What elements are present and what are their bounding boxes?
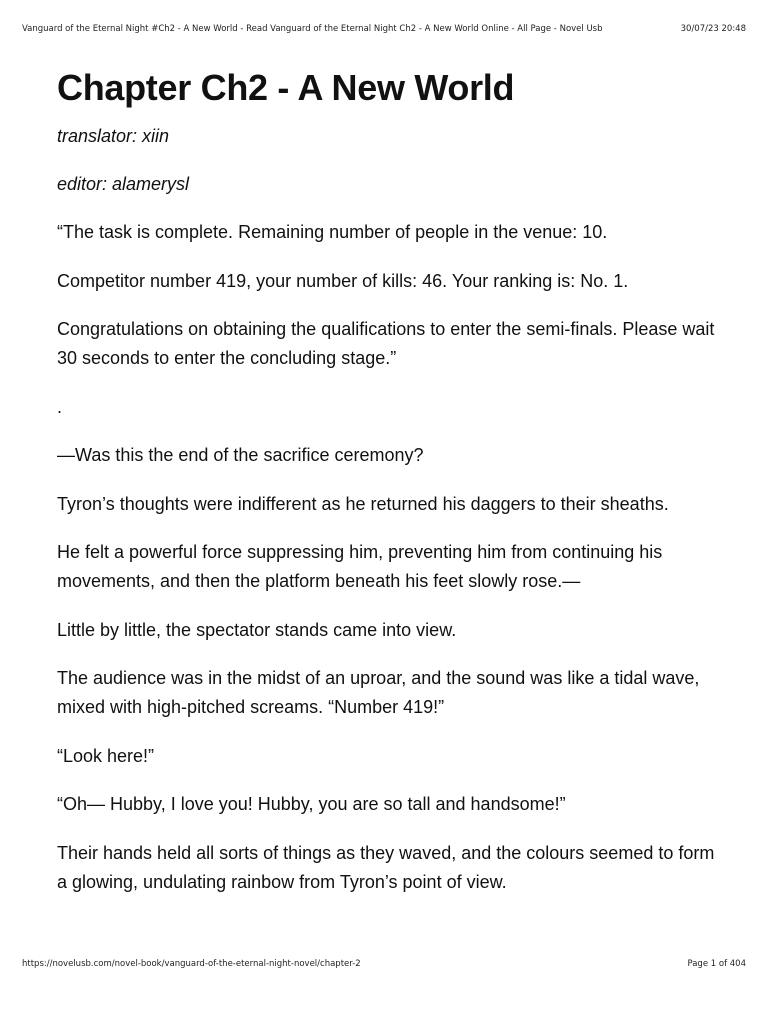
paragraph: The audience was in the midst of an uproar, and the sound was like a tidal wave, mixed with high-pitched screams. “Number 419!” bbox=[57, 668, 700, 717]
paragraph: Their hands held all sorts of things as they waved, and the colours seemed to form a glowing, undulating rainbow from Tyron’s point of view. bbox=[57, 842, 715, 892]
print-datetime: 30/07/23 20:48 bbox=[680, 24, 746, 34]
paragraph: Tyron’s thoughts were indifferent as he returned his daggers to their sheaths. bbox=[57, 493, 669, 514]
article-content bbox=[57, 64, 717, 916]
paragraph: Congratulations on obtaining the qualifications to enter the semi-finals. Please wait 30 seconds to enter the concluding stage.” bbox=[57, 319, 715, 368]
paragraph: He felt a powerful force suppressing him, preventing him from continuing his movements, and then the platform beneath his feet slowly rose.— bbox=[57, 542, 663, 591]
print-header bbox=[22, 22, 746, 36]
document-title: Vanguard of the Eternal Night #Ch2 - A New World - Read Vanguard of the Eternal Night Ch2 - A New World Online - All Page - Novel Usb bbox=[22, 24, 603, 34]
paragraph: “Oh— Hubby, I love you! Hubby, you are so tall and handsome!” bbox=[57, 794, 566, 814]
paragraph: Competitor number 419, your number of kills: 46. Your ranking is: No. 1. bbox=[57, 270, 629, 291]
page-url: https://novelusb.com/novel-book/vanguard-of-the-eternal-night-novel/chapter-2 bbox=[22, 959, 361, 969]
paragraph: . bbox=[57, 396, 63, 417]
paragraph: “The task is complete. Remaining number of people in the venue: 10. bbox=[57, 222, 608, 242]
paragraph: Little by little, the spectator stands came into view. bbox=[57, 619, 457, 640]
chapter-title: Chapter Ch2 - A New World bbox=[57, 67, 515, 108]
editor-credit: editor: alamerysl bbox=[57, 174, 190, 194]
paragraph: —Was this the end of the sacrifice ceremony? bbox=[57, 445, 424, 465]
paragraph: “Look here!” bbox=[57, 745, 155, 766]
translator-credit: translator: xiin bbox=[57, 126, 170, 146]
page-indicator: Page 1 of 404 bbox=[687, 959, 746, 969]
print-footer bbox=[22, 957, 746, 971]
